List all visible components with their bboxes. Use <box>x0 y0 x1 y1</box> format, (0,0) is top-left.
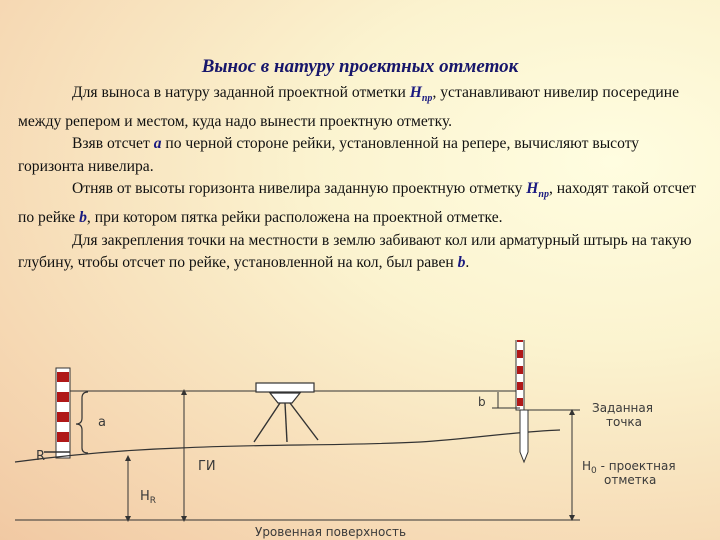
var-b: b <box>457 254 466 272</box>
label-hr: $H_R$ <box>140 489 157 506</box>
var-a: a <box>153 135 162 153</box>
paragraph-2: Взяв отсчет a по черной стороне рейки, установленной на репере, вычисляют высоту горизонта нивелира. <box>18 135 640 175</box>
slide-body <box>18 82 702 275</box>
label-h0-1: $H_0$ - проектная <box>582 459 676 476</box>
paragraph-4: Для закрепления точки на местности в землю забивают кол или арматурный штырь на такую глубину, чтобы отсчет по рейке, установленной на кол, был равен b. <box>18 231 692 272</box>
paragraph-1: Для выноса в натуру заданной проектной отметки $H_{пр}$, устанавливают нивелир посередине между репером и местом, куда надо вынести проектную отметку. <box>18 84 679 130</box>
right-leveling-rod <box>516 340 524 410</box>
label-target-point-2: точка <box>606 415 643 429</box>
slide-title: Вынос в натуру проектных отметок <box>201 56 519 77</box>
label-b: b <box>478 395 486 409</box>
level-instrument <box>254 383 318 442</box>
label-h0-2: отметка <box>604 473 657 487</box>
label-level-surface: Уровенная поверхность <box>255 525 407 539</box>
label-r: R <box>36 449 46 464</box>
label-target-point-1: Заданная <box>592 401 653 415</box>
left-leveling-rod <box>56 368 70 458</box>
label-a: a <box>98 415 106 430</box>
var-b: b <box>79 209 87 227</box>
paragraph-3: Отняв от высоты горизонта нивелира заданную проектную отметку $H_{пр}$, находят такой отсчет по рейке b, при котором пятка рейки расположена на проектной отметке. <box>18 180 696 227</box>
brace-a <box>76 392 88 453</box>
var-h-pr: $H_{пр}$ <box>526 180 549 201</box>
ground-line <box>15 430 560 462</box>
label-gi: ГИ <box>198 459 216 474</box>
var-h-pr: $H_{пр}$ <box>409 84 433 105</box>
stake <box>520 410 528 462</box>
leveling-diagram <box>0 340 720 540</box>
